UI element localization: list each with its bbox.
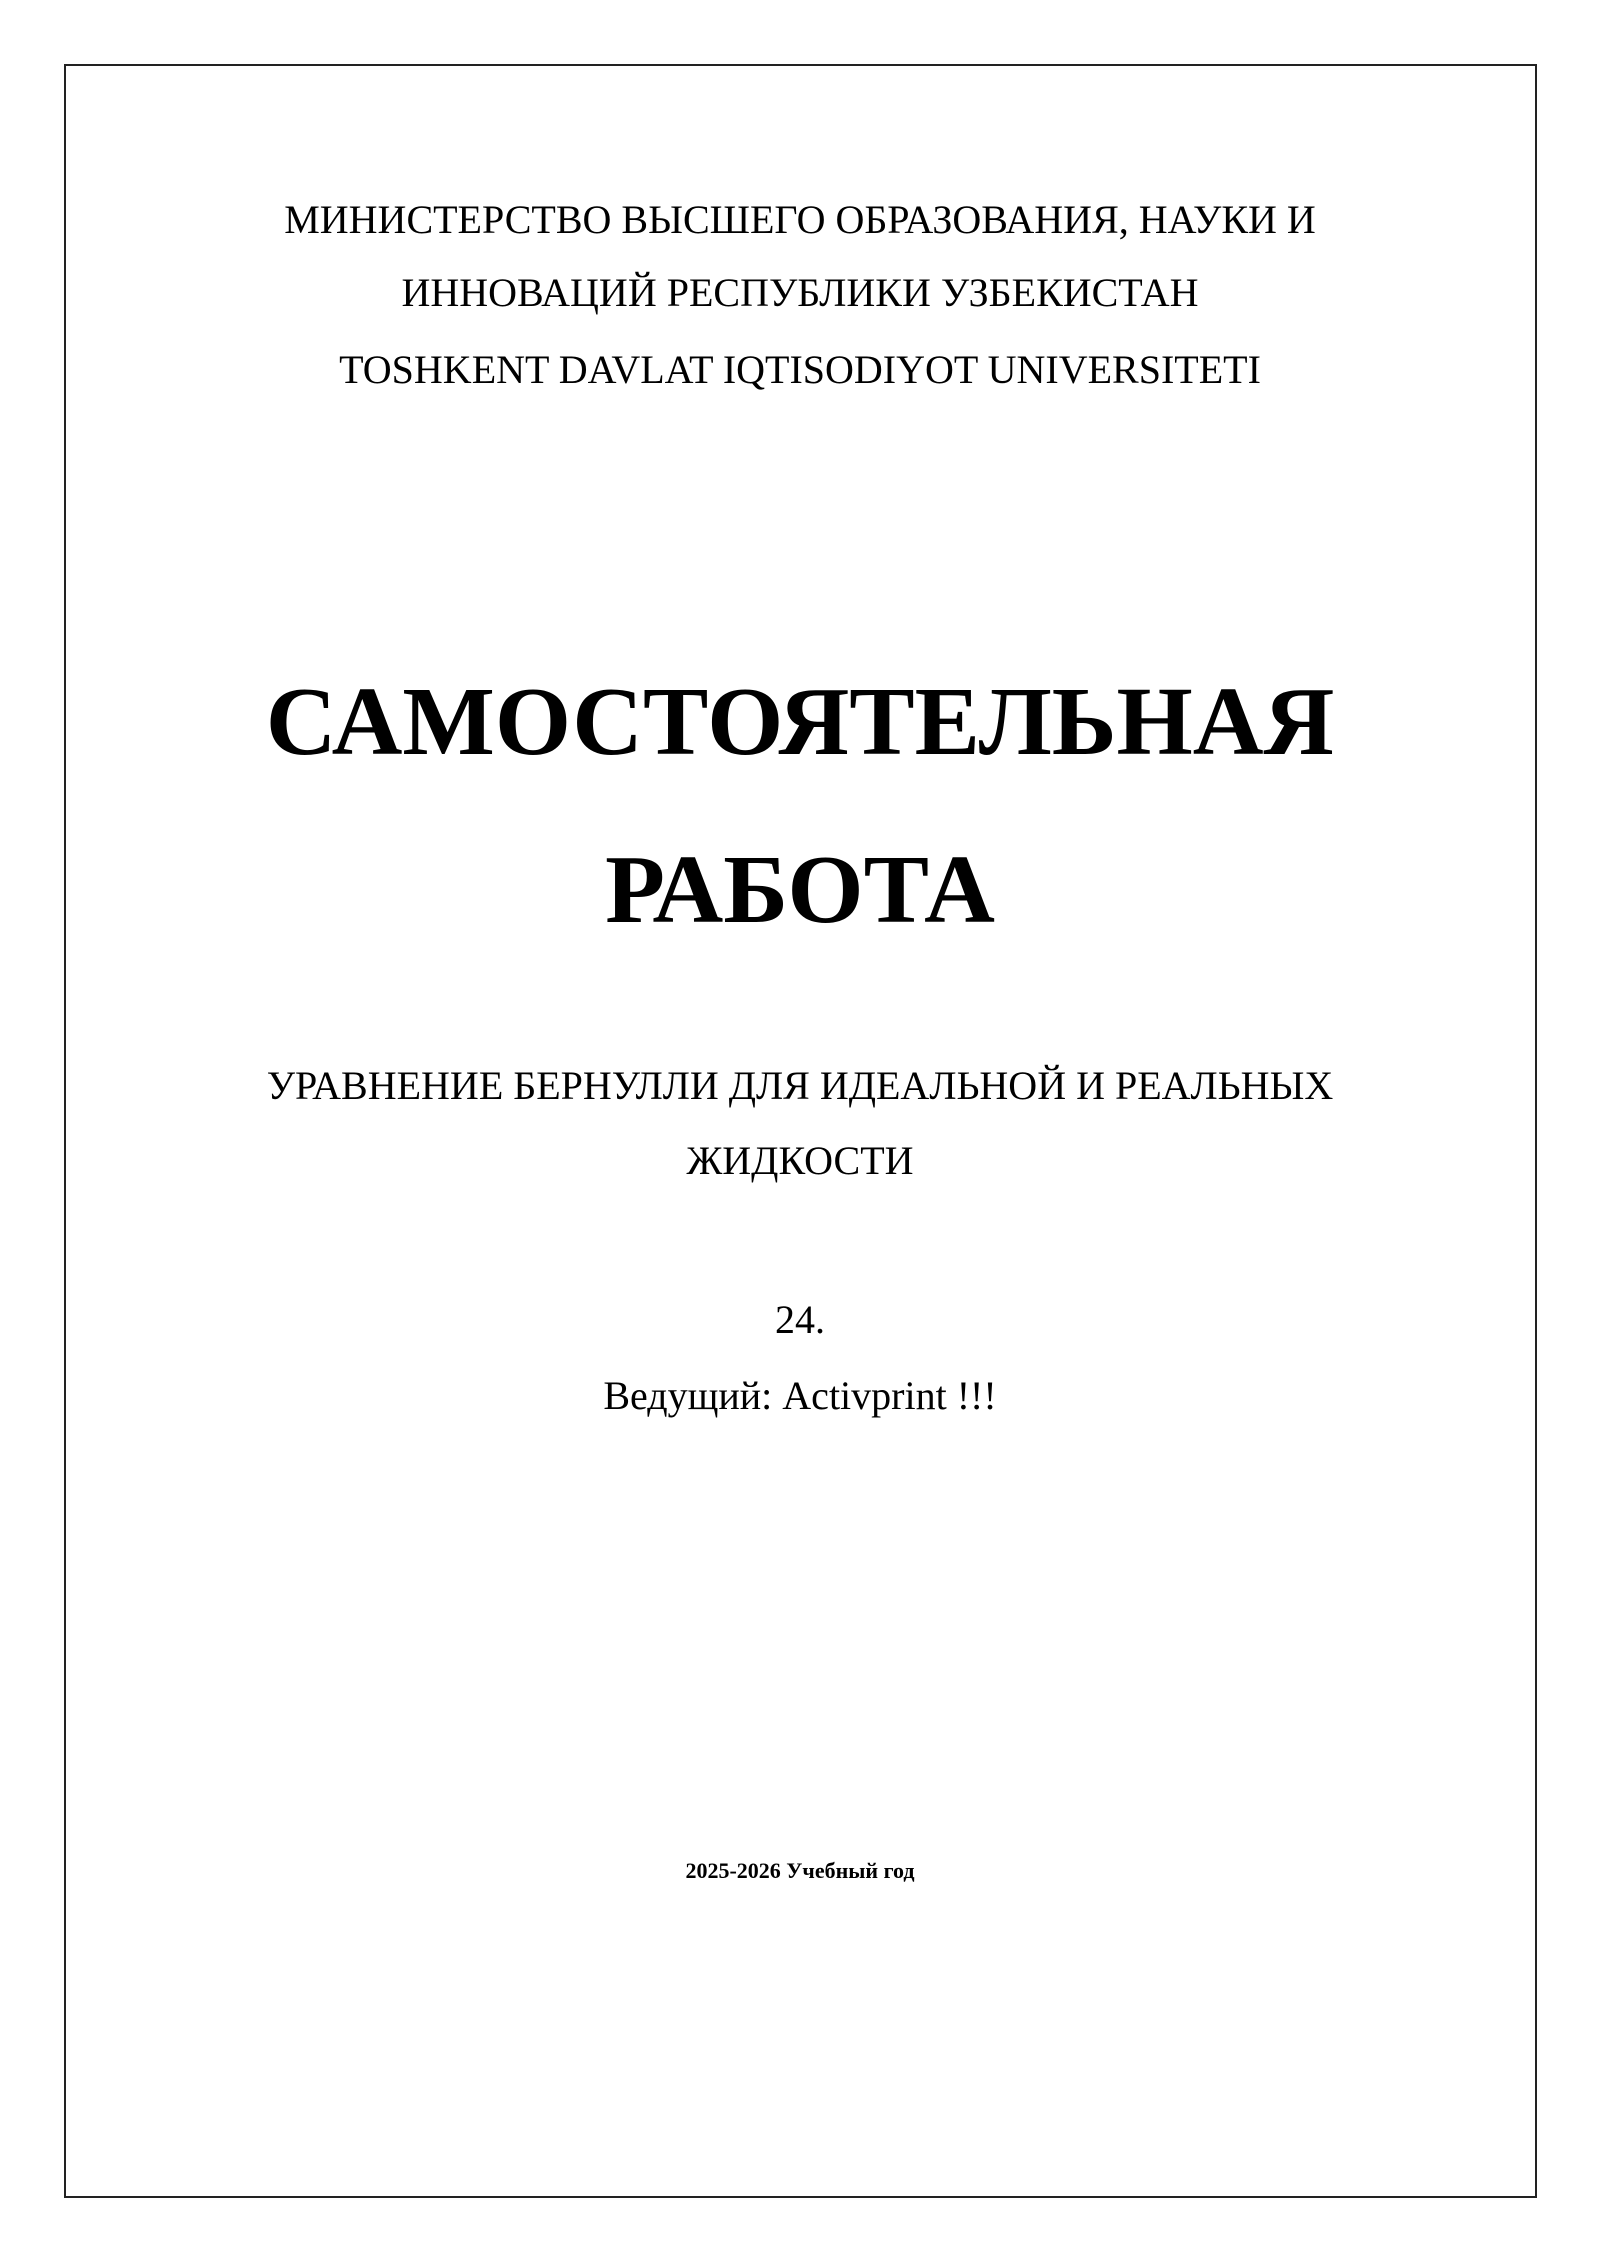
lead-name: Ведущий: Activprint !!!	[603, 1373, 997, 1418]
ministry-name-line-1: МИНИСТЕРСТВО ВЫСШЕГО ОБРАЗОВАНИЯ, НАУКИ И	[284, 197, 1316, 242]
document-title-line-2: РАБОТА	[605, 836, 995, 944]
university-name: TOSHKENT DAVLAT IQTISODIYOT UNIVERSITETI	[339, 347, 1261, 392]
academic-year: 2025-2026 Учебный год	[685, 1858, 915, 1883]
ministry-name-line-2: ИННОВАЦИЙ РЕСПУБЛИКИ УЗБЕКИСТАН	[401, 270, 1199, 315]
topic-line-2: ЖИДКОСТИ	[686, 1138, 914, 1183]
document-title-line-1: САМОСТОЯТЕЛЬНАЯ	[265, 668, 1335, 776]
work-number: 24.	[775, 1297, 825, 1342]
topic-line-1: УРАВНЕНИЕ БЕРНУЛЛИ ДЛЯ ИДЕАЛЬНОЙ И РЕАЛЬНЫХ	[266, 1063, 1334, 1108]
